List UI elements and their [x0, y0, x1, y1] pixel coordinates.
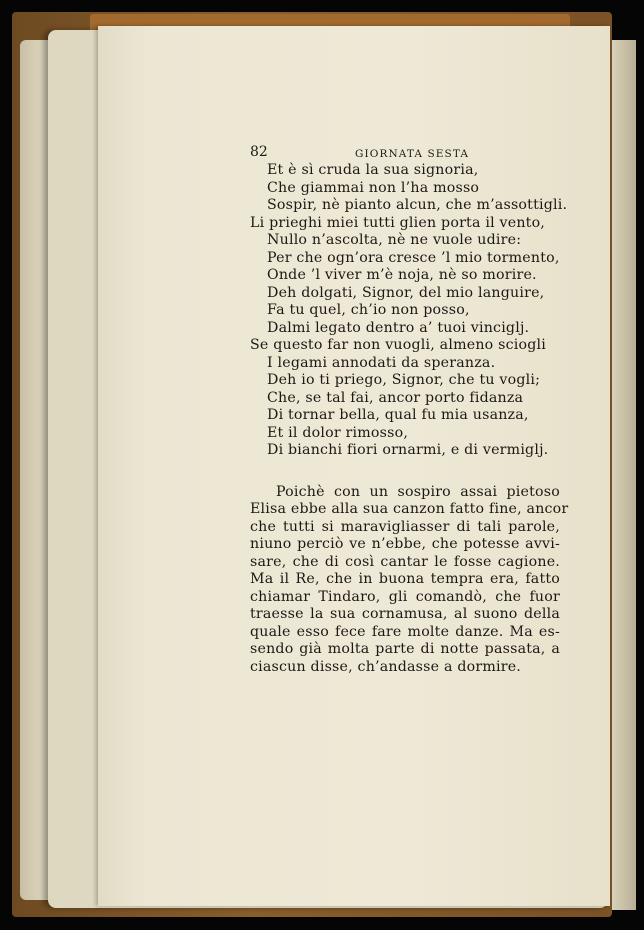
verse-line: Nullo n’ascolta, nè ne vuole udire: — [267, 232, 522, 248]
prose-line: quale esso fece fare molte danze. Ma es- — [250, 623, 560, 640]
verse-line: Et il dolor rimosso, — [267, 424, 409, 441]
verse-line: Di tornar bella, qual fu mia usanza, — [267, 407, 529, 423]
prose-line: Poichè con un sospiro assai pietoso — [276, 483, 560, 500]
verse-line: Che, se tal fai, ancor porto fidanza — [267, 389, 524, 406]
verse-line: Sospir, nè pianto alcun, che m’assottigli. — [267, 197, 568, 213]
running-head — [250, 142, 562, 162]
poem-verse — [250, 162, 568, 460]
verse-line: Di bianchi fiori ornarmi, e di vermiglj. — [267, 442, 549, 458]
prose-line: ciascun disse, ch’andasse a dormire. — [250, 658, 521, 675]
running-title: GIORNATA SESTA — [355, 148, 470, 160]
text-block — [250, 142, 569, 676]
prose-line: Ma il Re, che in buona tempra era, fatto — [250, 571, 560, 587]
verse-line: Se questo far non vuogli, almeno sciogli — [250, 337, 546, 353]
verse-line: Onde ’l viver m’è noja, nè so morire. — [267, 267, 537, 283]
prose-line: Elisa ebbe alla sua canzon fatto fine, ancor — [250, 501, 569, 517]
verse-line: Che giammai non l’ha mosso — [267, 179, 480, 196]
prose-paragraph — [250, 483, 569, 677]
prose-line: sare, che di così cantar le fosse cagione. — [250, 553, 560, 570]
verse-line: Et è sì cruda la sua signoria, — [267, 162, 479, 178]
verse-line: Deh io ti priego, Signor, che tu vogli; — [267, 372, 541, 388]
prose-line: traesse la sua cornamusa, al suono della — [250, 606, 560, 622]
prose-line: che tutti si maravigliasser di tali parole, — [250, 518, 560, 535]
verse-line: Dalmi legato dentro a’ tuoi vinciglj. — [267, 319, 530, 336]
verse-line: I legami annodati da speranza. — [267, 354, 496, 371]
prose-line: niuno perciò ve n’ebbe, che potesse avvi- — [250, 536, 560, 552]
verse-line: Li prieghi miei tutti glien porta il vento, — [250, 214, 546, 231]
page-edges-right — [612, 40, 636, 910]
prose-line: sendo già molta parte di notte passata, a — [250, 641, 560, 657]
verse-line: Fa tu quel, ch’io non posso, — [267, 302, 470, 318]
verse-line: Deh dolgati, Signor, del mio languire, — [267, 284, 545, 301]
verse-line: Per che ogn’ora cresce ’l mio tormento, — [267, 249, 560, 266]
page-number: 82 — [250, 144, 268, 160]
prose-line: chiamar Tindaro, gli comandò, che fuor — [250, 588, 560, 605]
